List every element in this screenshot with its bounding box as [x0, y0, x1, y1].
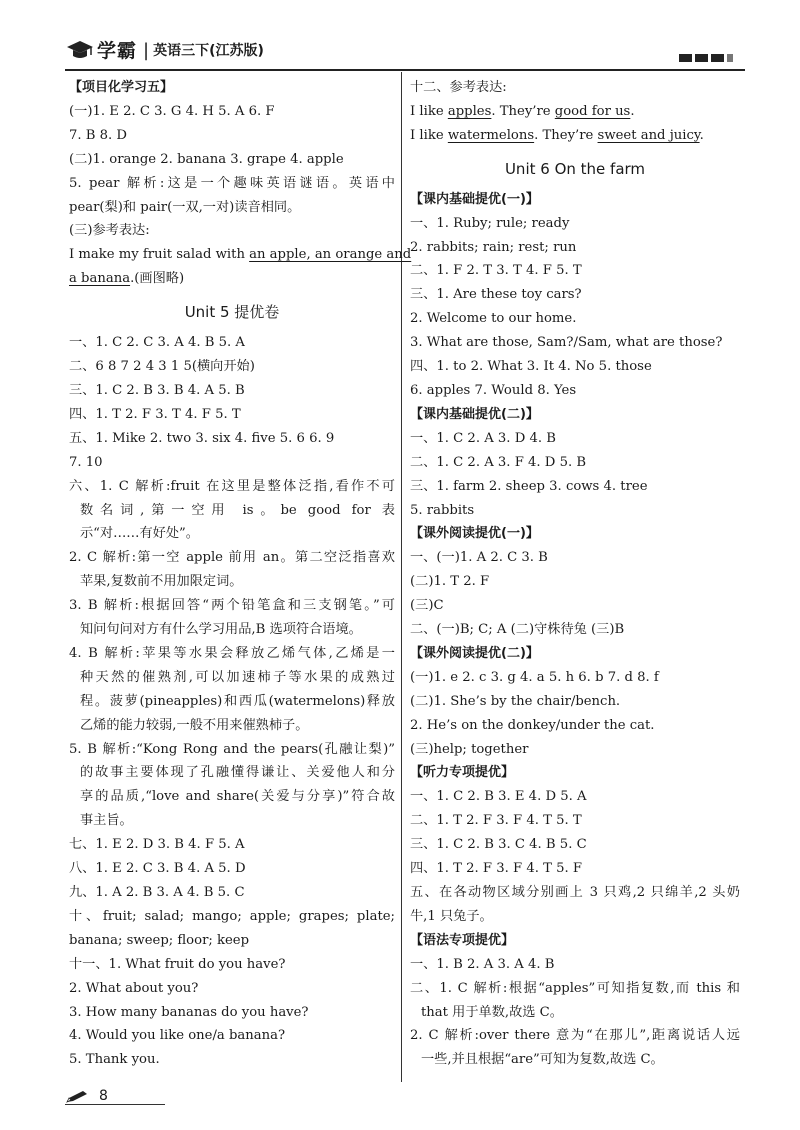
- answer-line: 十二、参考表达:: [410, 80, 507, 95]
- answer-line: 一、1. Ruby; rule; ready: [410, 215, 570, 231]
- answer-line: [410, 100, 740, 124]
- answer-text: .: [630, 103, 635, 119]
- answer-line: banana; sweep; floor; keep: [69, 932, 250, 948]
- header-rule: [65, 69, 745, 71]
- right-column: [410, 76, 740, 1072]
- answer-line: 7. B 8. D: [69, 127, 128, 143]
- answer-line: 2. Welcome to our home.: [410, 311, 577, 327]
- page-footer: [65, 1088, 108, 1104]
- answer-line: 2. What about you?: [69, 980, 199, 996]
- answer-line: (二)1. T 2. F: [410, 574, 490, 590]
- answer-line: 事主旨。: [80, 813, 133, 829]
- answer-line: 五、在各动物区域分别画上 3 只鸡,2 只绵羊,2 头奶: [410, 885, 740, 900]
- answer-line: 乙烯的能力较弱,一般不用来催熟柿子。: [80, 717, 309, 733]
- answer-line: 6. apples 7. Would 8. Yes: [410, 382, 577, 398]
- answer-line: 牛,1 只兔子。: [410, 908, 493, 924]
- answer-line: (三)参考表达:: [69, 223, 150, 239]
- section-heading: 【语法专项提优】: [410, 932, 515, 948]
- underlined-answer: an apple, an orange and: [249, 247, 412, 263]
- answer-line: 示“对……有好处”。: [80, 526, 199, 542]
- answer-line: 一些,并且根据“are”可知为复数,故选 C。: [421, 1052, 664, 1068]
- brand-name: 学霸: [97, 40, 138, 62]
- section-heading: 【课外阅读提优(一)】: [410, 526, 539, 542]
- answer-line: 九、1. A 2. B 3. A 4. B 5. C: [69, 885, 245, 900]
- left-column: [69, 76, 412, 1072]
- section-heading: 【课内基础提优(一)】: [410, 191, 539, 207]
- answer-line: 3. B 解析:根据回答“两个铅笔盒和三支钢笔。”可: [69, 598, 395, 614]
- answer-line: 十一、1. What fruit do you have?: [69, 956, 286, 972]
- header-decoration: [679, 54, 733, 62]
- answer-line: 享的品质,“love and share(关爱与分享)”符合故: [80, 789, 395, 805]
- answer-line: 5. B 解析:“Kong Rong and the pears(孔融让梨)”: [69, 741, 395, 757]
- answer-line: 二、6 8 7 2 4 3 1 5(横向开始): [69, 359, 255, 375]
- answer-line: 一、(一)1. A 2. C 3. B: [410, 550, 548, 566]
- book-title: 英语三下(江苏版): [153, 43, 264, 59]
- answer-line: 一、1. C 2. C 3. A 4. B 5. A: [69, 335, 245, 351]
- graduation-cap-icon: [65, 38, 95, 64]
- underlined-answer: a banana: [69, 271, 131, 287]
- answer-text: I make my fruit salad with: [69, 247, 250, 263]
- answer-line: (一)1. E 2. C 3. G 4. H 5. A 6. F: [69, 103, 275, 119]
- answer-line: 四、1. to 2. What 3. It 4. No 5. those: [410, 359, 652, 375]
- answer-line: [69, 243, 412, 267]
- answer-line: 四、1. T 2. F 3. T 4. F 5. T: [69, 406, 241, 422]
- answer-line: (三)C: [410, 598, 444, 614]
- unit-title: Unit 5 提优卷: [184, 303, 280, 322]
- answer-line: 2. C 解析:第一空 apple 前用 an。第二空泛指喜欢: [69, 550, 395, 566]
- answer-line: 五、1. Mike 2. two 3. six 4. five 5. 6 6. 9: [69, 430, 335, 446]
- answer-text: . They’re: [491, 103, 555, 119]
- footer-rule: [65, 1104, 165, 1105]
- answer-line: 4. B 解析:苹果等水果会释放乙烯气体,乙烯是一: [69, 645, 395, 661]
- answer-line: 一、1. C 2. B 3. E 4. D 5. A: [410, 789, 587, 805]
- answer-line: 二、1. C 2. A 3. F 4. D 5. B: [410, 454, 587, 470]
- answer-line: 种天然的催熟剂,可以加速柿子等水果的成熟过: [80, 669, 395, 685]
- answer-text: .(画图略): [130, 271, 185, 287]
- answer-line: 3. What are those, Sam?/Sam, what are those?: [410, 335, 723, 351]
- column-divider: [401, 72, 402, 1082]
- underlined-answer: sweet and juicy: [597, 127, 700, 143]
- answer-line: (二)1. She’s by the chair/bench.: [410, 693, 621, 709]
- underlined-answer: good for us: [554, 103, 631, 119]
- header-separator: |: [143, 40, 150, 61]
- answer-line: 二、1. T 2. F 3. F 4. T 5. T: [410, 813, 582, 829]
- underlined-answer: apples: [447, 103, 492, 119]
- answer-line: [69, 267, 395, 291]
- answer-line: 三、1. farm 2. sheep 3. cows 4. tree: [410, 478, 648, 494]
- answer-line: 七、1. E 2. D 3. B 4. F 5. A: [69, 837, 245, 853]
- answer-text: I like: [410, 127, 448, 143]
- underlined-answer: watermelons: [447, 127, 535, 143]
- answer-line: 3. How many bananas do you have?: [69, 1004, 309, 1020]
- answer-line: 十、fruit; salad; mango; apple; grapes; plate;: [69, 908, 395, 924]
- answer-line: 二、1. C 解析:根据“apples”可知指复数,而 this 和: [410, 980, 740, 996]
- section-heading: 【课内基础提优(二)】: [410, 406, 539, 422]
- answer-line: (一)1. e 2. c 3. g 4. a 5. h 6. b 7. d 8. f: [410, 669, 659, 685]
- answer-text: I like: [410, 103, 448, 119]
- section-heading: 【听力专项提优】: [410, 765, 515, 781]
- unit-title: Unit 6 On the farm: [504, 159, 646, 178]
- answer-line: 四、1. T 2. F 3. F 4. T 5. F: [410, 861, 583, 877]
- answer-line: 4. Would you like one/a banana?: [69, 1028, 286, 1044]
- pen-icon: [65, 1089, 89, 1103]
- section-heading: 【项目化学习五】: [69, 80, 174, 95]
- answer-line: 2. rabbits; rain; rest; run: [410, 239, 577, 255]
- answer-line: (三)help; together: [410, 741, 529, 757]
- answer-line: 二、1. F 2. T 3. T 4. F 5. T: [410, 263, 582, 279]
- answer-text: . They’re: [534, 127, 598, 143]
- answer-line: 三、1. Are these toy cars?: [410, 287, 582, 303]
- answer-line: 八、1. E 2. C 3. B 4. A 5. D: [69, 861, 246, 877]
- answer-line: 三、1. C 2. B 3. B 4. A 5. B: [69, 382, 245, 398]
- answer-line: 知问句问对方有什么学习用品,B 选项符合语境。: [80, 622, 362, 638]
- answer-line: 5. pear 解析:这是一个趣味英语谜语。英语中: [69, 175, 395, 191]
- answer-text: .: [699, 127, 704, 143]
- answer-line: 一、1. B 2. A 3. A 4. B: [410, 956, 555, 972]
- answer-line: 2. C 解析:over there 意为“在那儿”,距离说话人远: [410, 1028, 740, 1044]
- section-heading: 【课外阅读提优(二)】: [410, 645, 539, 661]
- answer-line: 六、1. C 解析:fruit 在这里是整体泛指,看作不可: [69, 478, 395, 494]
- answer-line: 一、1. C 2. A 3. D 4. B: [410, 430, 556, 446]
- answer-line: (二)1. orange 2. banana 3. grape 4. apple: [69, 151, 344, 167]
- page-header: [65, 38, 745, 68]
- answer-line: that 用于单数,故选 C。: [421, 1004, 563, 1020]
- answer-line: 7. 10: [69, 454, 103, 470]
- answer-line: 数名词,第一空用 is。be good for 表: [80, 502, 395, 518]
- page-number: 8: [99, 1088, 108, 1104]
- answer-line: 5. Thank you.: [69, 1052, 160, 1068]
- answer-line: 5. rabbits: [410, 502, 475, 518]
- brand-logo: [65, 38, 264, 64]
- answer-line: 苹果,复数前不用加限定词。: [80, 574, 243, 590]
- answer-line: 二、(一)B; C; A (二)守株待兔 (三)B: [410, 622, 625, 638]
- answer-line: 三、1. C 2. B 3. C 4. B 5. C: [410, 837, 587, 853]
- answer-line: 程。菠萝(pineapples)和西瓜(watermelons)释放: [80, 693, 395, 709]
- answer-line: 的故事主要体现了孔融懂得谦让、关爱他人和分: [80, 765, 395, 781]
- answer-line: 2. He’s on the donkey/under the cat.: [410, 717, 655, 733]
- answer-line: pear(梨)和 pair(一双,一对)读音相同。: [69, 199, 301, 215]
- answer-line: [410, 124, 740, 148]
